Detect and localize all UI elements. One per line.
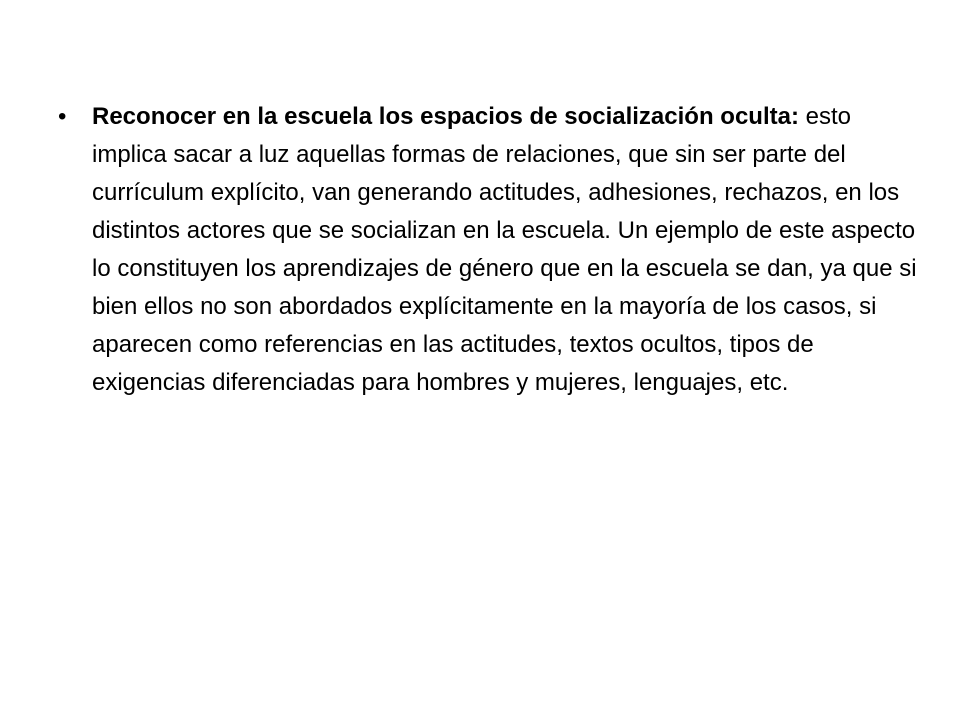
bullet-text: esto implica sacar a luz aquellas formas de relaciones, que sin ser parte del currículum explícito, van generando actitudes, adhesiones, rechazos, en los distintos actores que se socializan en la escuela. Un ejemplo de este aspecto lo constituyen los aprendizajes de género que en la escuela se dan, ya que si bien ellos no son abordados explícitamente en la mayoría de los casos, si aparecen como referencias en las actitudes, textos ocultos, tipos de exigencias diferenciadas para hombres y mujeres, lenguajes, etc. bbox=[92, 103, 917, 396]
bullet-list bbox=[58, 98, 918, 402]
bullet-marker: • bbox=[58, 103, 67, 130]
bullet-item bbox=[58, 98, 918, 402]
bullet-heading: Reconocer en la escuela los espacios de socialización oculta: bbox=[92, 103, 799, 130]
